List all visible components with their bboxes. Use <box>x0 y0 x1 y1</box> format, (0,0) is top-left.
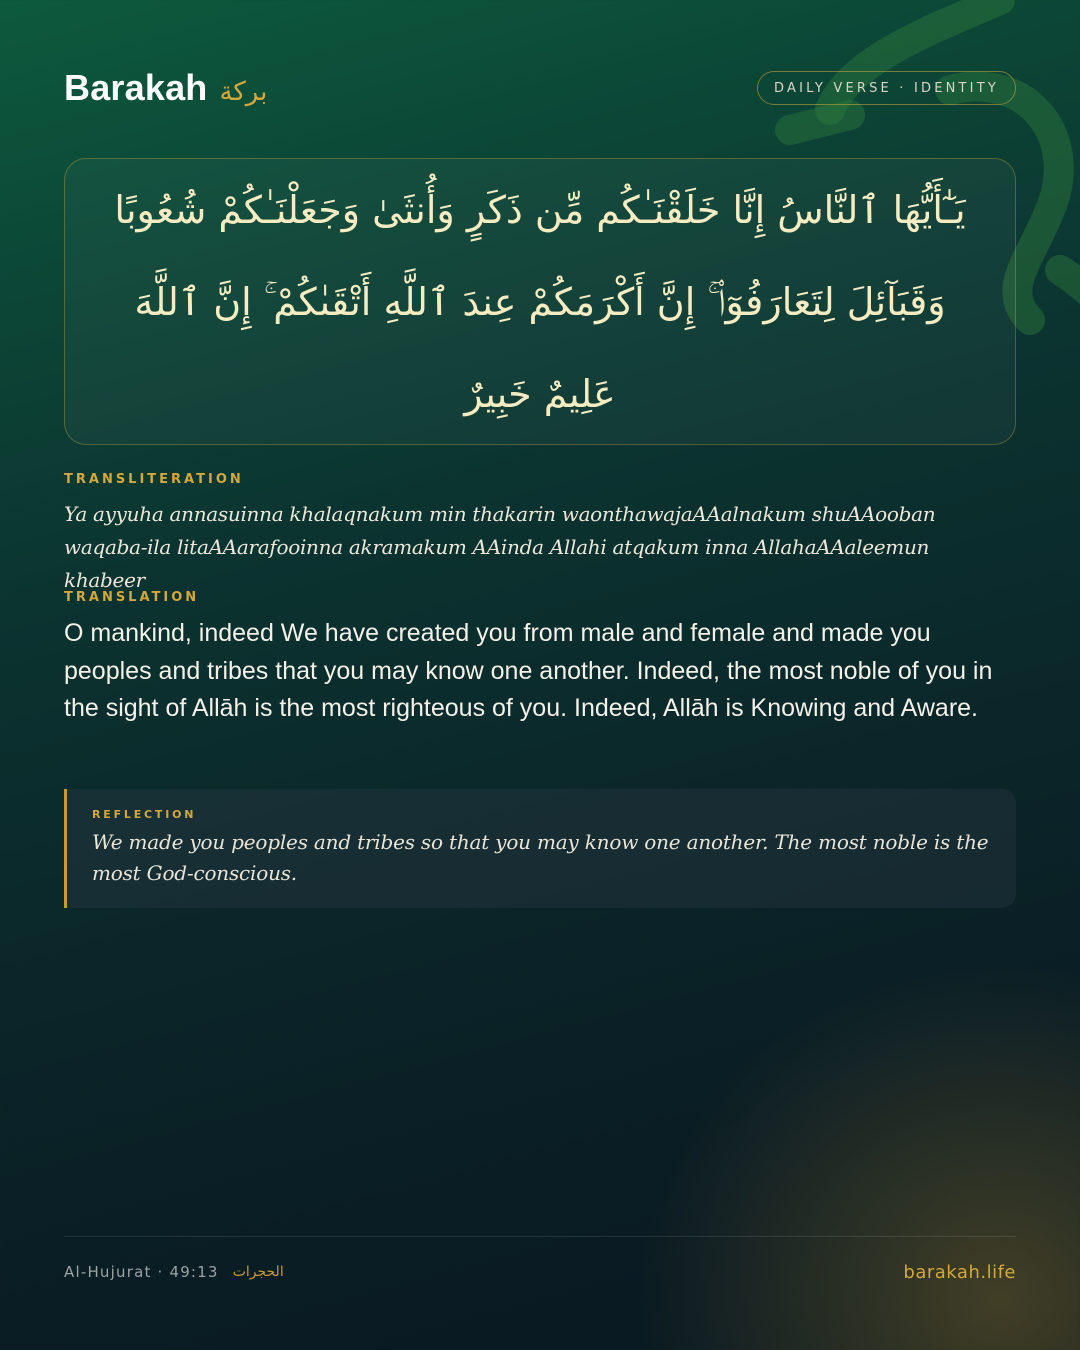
surah-name-arabic: الحجرات <box>232 1264 284 1280</box>
reference-text: Al-Hujurat · 49:13 <box>64 1263 219 1281</box>
transliteration-text: Ya ayyuha annasuinna khalaqnakum min thakarin waonthawajaAAalnakum shuAAooban waqaba-ila litaAAarafooinna akramakum AAinda Allahi atqakum inna AllahaAAaleemun khabeer <box>64 502 936 592</box>
transliteration-label: TRANSLITERATION <box>64 472 244 487</box>
category-badge: DAILY VERSE · IDENTITY <box>757 71 1016 105</box>
reflection-text: We made you peoples and tribes so that you may know one another. The most noble is the most God-conscious. <box>92 830 989 885</box>
website-link[interactable]: barakah.life <box>903 1261 1016 1283</box>
footer <box>64 1258 1016 1286</box>
verse-reference <box>64 1263 284 1281</box>
translation-label: TRANSLATION <box>64 590 200 605</box>
arabic-verse-line-2: وَقَبَآئِلَ لِتَعَارَفُوٓا۟ ۚ إِنَّ أَكْرَمَكُمْ عِندَ ٱللَّهِ أَتْقَىٰكُمْ ۚ إِنَّ ٱللَّهَ عَلِيمٌ خَبِيرٌ <box>134 279 946 416</box>
reflection-label: REFLECTION <box>92 808 197 821</box>
brand-name-arabic: بركة <box>219 77 268 107</box>
brand-name: Barakah <box>64 67 208 108</box>
arabic-verse <box>101 164 979 440</box>
arabic-verse-line-1: يَـٰٓأَيُّهَا ٱلنَّاسُ إِنَّا خَلَقْنَـٰكُم مِّن ذَكَرٍ وَأُنثَىٰ وَجَعَلْنَـٰكُمْ شُعُوبًا <box>114 187 966 232</box>
translation-text: O mankind, indeed We have created you from male and female and made you peoples and tribes that you may know one another. Indeed, the most noble of you in the sight of Allāh is the most righteous of you. Indeed, Allāh is Knowing and Aware. <box>64 619 993 722</box>
header <box>64 64 1016 112</box>
brand-logo <box>64 67 267 109</box>
reflection-card <box>64 789 1016 908</box>
footer-divider <box>64 1236 1016 1237</box>
verse-card <box>64 158 1016 445</box>
